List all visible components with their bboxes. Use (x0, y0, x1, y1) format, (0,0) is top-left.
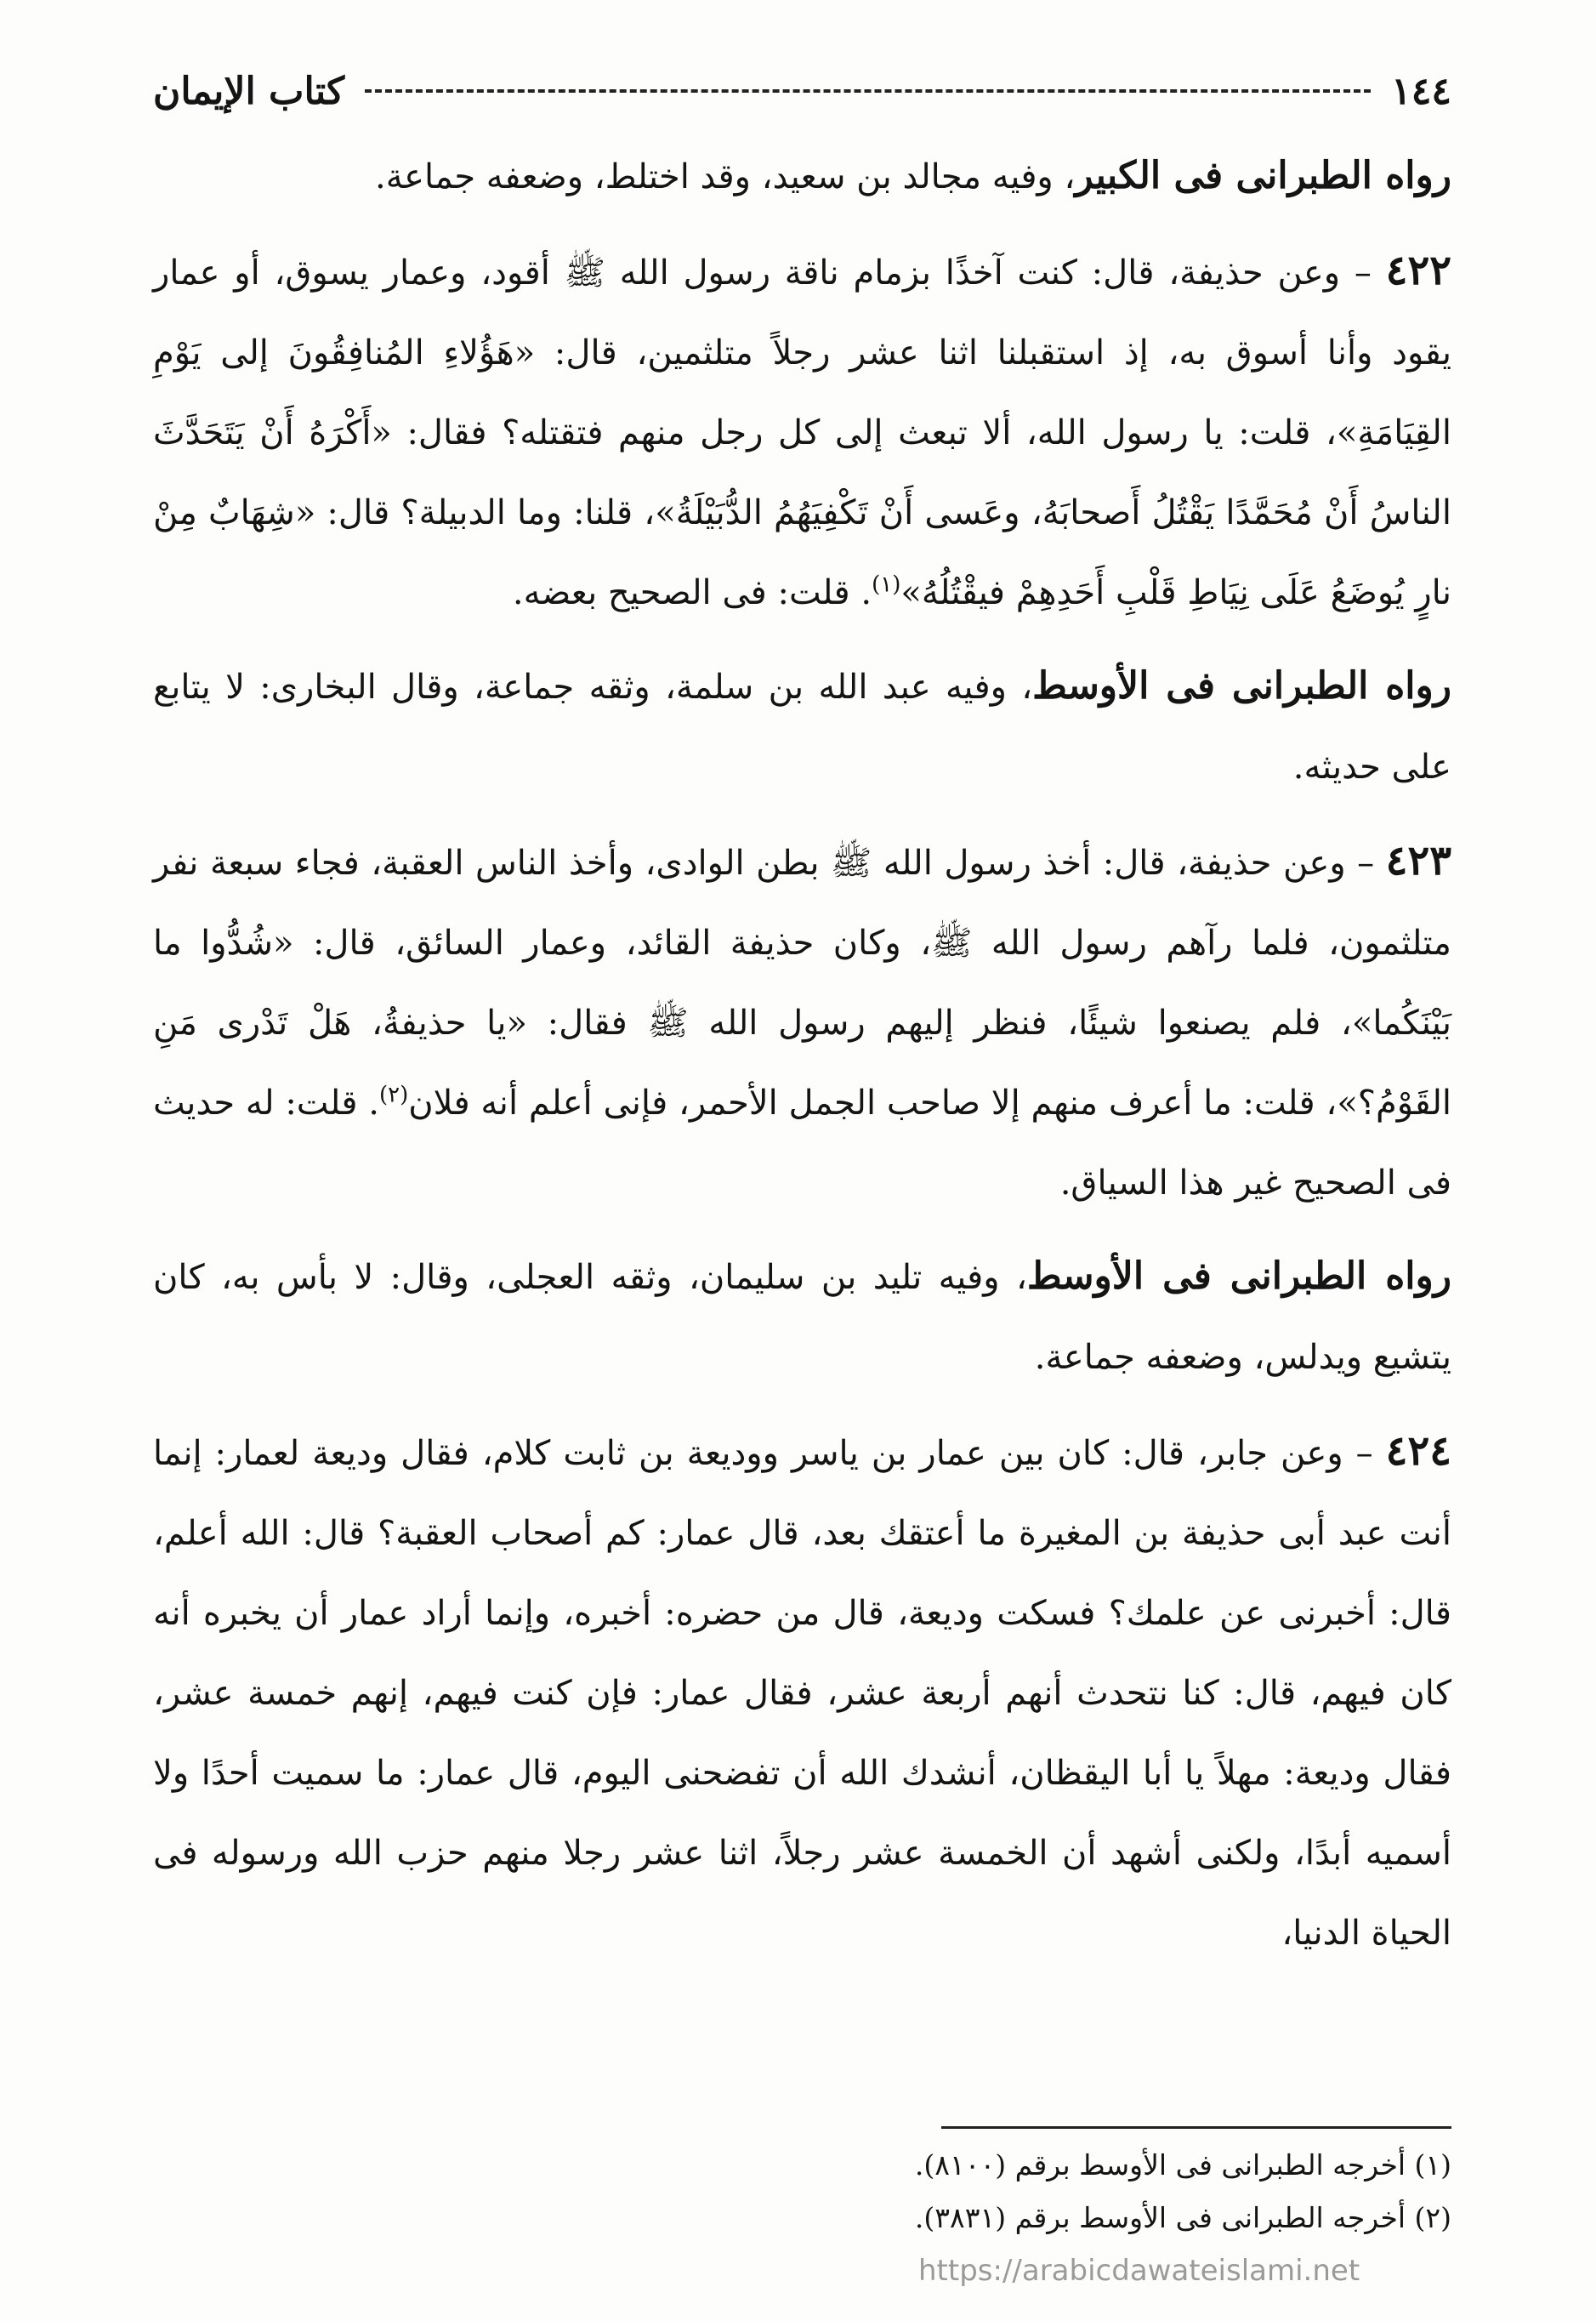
paragraph-text: ، وفيه عبد الله بن سلمة، وثقه جماعة، وقال البخارى: لا يتابع على حديثه. (153, 668, 1451, 787)
hadith-422 (153, 230, 1451, 633)
source-citation: رواه الطبرانى فى الكبير (1075, 154, 1451, 197)
hadith-number: ٤٢٢ (1385, 247, 1451, 294)
hadith-423 (153, 821, 1451, 1223)
paragraph-text: ، وفيه تليد بن سليمان، وثقه العجلى، وقال: لا بأس به، كان يتشيع ويدلس، وضعفه جماعة. (153, 1258, 1451, 1377)
hadith-number: ٤٢٤ (1385, 1427, 1451, 1475)
watermark-url: https://arabicdawateislami.net (918, 2254, 1360, 2288)
source-paragraph (153, 646, 1451, 807)
hadith-text: – وعن جابر، قال: كان بين عمار بن ياسر ووديعة بن ثابت كلام، فقال وديعة لعمار: إنما أنت عبد أبى حذيفة بن المغيرة ما أعتقك بعد، قال عمار: كم أصحاب العقبة؟ قال: الله أعلم، قال: أخبرنى عن علمك؟ فسكت وديعة، قال من حضره: أخبره، وإنما أراد عمار أن يخبره أنه كان فيهم، قال: كنا نتحدث أنهم أربعة عشر، فقال عمار: فإن كنت فيهم، إنهم خمسة عشر، فقال وديعة: مهلاً يا أبا اليقظان، أنشدك الله أن تفضحنى اليوم، قال عمار: ما سميت أحدًا ولا أسميه أبدًا، ولكنى أشهد أن الخمسة عشر رجلاً، اثنا عشر رجلا منهم حزب الله ورسوله فى الحياة الدنيا، (153, 1434, 1451, 1953)
header-rule (365, 89, 1371, 93)
footnote-2: (٢) أخرجه الطبرانى فى الأوسط برقم (٣٨٣١). (914, 2201, 1451, 2234)
paragraph-text: ، وفيه مجالد بن سعيد، وقد اختلط، وضعفه جماعة. (375, 157, 1076, 196)
hadith-text: – وعن حذيفة، قال: كنت آخذًا بزمام ناقة رسول الله ﷺ أقود، وعمار يسوق، أو عمار يقود وأنا أسوق به، إذ استقبلنا اثنا عشر رجلاً متلثمين، قال: «هَؤُلاءِ المُنافِقُونَ إلى يَوْمِ القِيَامَةِ»، قلت: يا رسول الله، ألا تبعث إلى كل رجل منهم فتقتله؟ فقال: «أَكْرَهُ أَنْ يَتَحَدَّثَ الناسُ أَنْ مُحَمَّدًا يَقْتُلُ أَصحابَهُ، وعَسى أَنْ تَكْفِيَهُمُ الدُّبَيْلَةُ»، قلنا: وما الدبيلة؟ قال: «شِهَابٌ مِنْ نارٍ يُوضَعُ عَلَى نِيَاطِ قَلْبِ أَحَدِهِمْ فيقْتُلُهُ» (153, 253, 1451, 612)
hadith-number: ٤٢٣ (1385, 837, 1451, 885)
hadith-text: – وعن حذيفة، قال: أخذ رسول الله ﷺ بطن الوادى، وأخذ الناس العقبة، فجاء سبعة نفر متلثمون، فلما رآهم رسول الله ﷺ، وكان حذيفة القائد، وعمار السائق، قال: «شُدُّوا ما بَيْنَكُما»، فلم يصنعوا شيئًا، فنظر إليهم رسول الله ﷺ فقال: «يا حذيفةُ، هَلْ تَدْرى مَنِ القَوْمُ؟»، قلت: ما أعرف منهم إلا صاحب الجمل الأحمر، فإنى أعلم أنه فلان (153, 844, 1451, 1123)
hadith-tail: . قلت: له حديث فى الصحيح غير هذا السياق. (153, 1084, 1451, 1203)
source-citation: رواه الطبرانى فى الأوسط (1032, 664, 1452, 708)
source-paragraph (153, 136, 1451, 217)
footnote-ref[interactable]: (٢) (378, 1082, 409, 1108)
source-paragraph (153, 1237, 1451, 1397)
footnote-divider (941, 2126, 1451, 2129)
book-title: كتاب الإيمان (153, 69, 345, 113)
page-header (153, 61, 1451, 121)
page-number: ١٤٤ (1391, 69, 1451, 113)
footnote-ref[interactable]: (١) (872, 572, 901, 598)
footnotes (153, 2139, 1451, 2244)
footnote-1: (١) أخرجه الطبرانى فى الأوسط برقم (٨١٠٠). (914, 2148, 1451, 2182)
page-body (153, 136, 1451, 1987)
source-citation: رواه الطبرانى فى الأوسط (1026, 1254, 1452, 1298)
hadith-tail: . قلت: فى الصحيح بعضه. (512, 573, 872, 612)
hadith-424 (153, 1411, 1451, 1973)
